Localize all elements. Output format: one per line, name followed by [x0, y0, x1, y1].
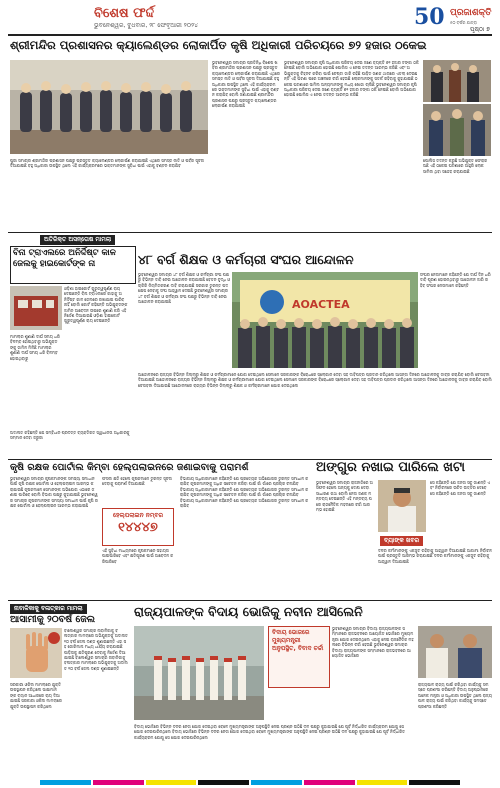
politician-photo [378, 480, 426, 532]
guard-of-honour-photo [134, 626, 264, 720]
crime-photo-2 [423, 104, 491, 156]
train-kicker: ଅତିରିକ୍ତ ଅସନ୍ତୋଷ ମାମଲା [40, 235, 115, 245]
teachers-story-lower: ଆନ୍ଦୋଳନରେ ରାଜ୍ୟର ବିଭିନ୍ନ ଜିଲ୍ଲାରୁ ଶିକ୍ଷକ ଓ କର୍ମଚାରୀମାନେ ଯୋଗ ଦେଇଥିଲେ ସେମାନେ ସରକାରଙ୍କ ବିରୋଧରେ ସ୍ଲୋଗାନ ଦେବା ସହ ଦାବିପତ୍ର ପ୍ରଦାନ କରିଥିଲେ ଆସନ୍ତା ଦିନରେ ଆନ୍ଦୋଳନକୁ ତୀବ୍ର କରାଯିବ ବୋଲି ଚେତାବନୀ ଦିଆଯାଇଛି ଆନ୍ଦୋଳନରେ ରାଜ୍ୟର ବିଭିନ୍ନ ଜିଲ୍ଲାରୁ ଶିକ୍ଷକ ଓ କର୍ମଚାରୀମାନେ ଯୋଗ ଦେଇଥିଲେ ସେମାନେ ସରକାରଙ୍କ ବିରୋଧରେ ସ୍ଲୋଗାନ ଦେବା ସହ ଦାବିପତ୍ର ପ୍ରଦାନ କରିଥିଲେ ଆସନ୍ତା ଦିନରେ ଆନ୍ଦୋଳନକୁ ତୀବ୍ର କରାଯିବ ବୋଲି ଚେତାବନୀ ଦିଆଯାଇଛି ଆନ୍ଦୋଳନରେ ରାଜ୍ୟର ବିଭିନ୍ନ ଜିଲ୍ଲାରୁ ଶିକ୍ଷକ ଓ କର୍ମଚାରୀମାନେ ଯୋଗ ଦେଇଥିଲେ [138, 372, 492, 388]
governor-photo [418, 626, 492, 678]
assam-kicker: ନାବାଳିକାକୁ ବଳାତ୍କାର ମାମଲା [10, 604, 87, 614]
portal-story-body-2: ଫସଲ କ୍ଷତି ହେଲେ କୃଷକମାନେ ତୁରନ୍ତ ସୂଚନା ଦେବାକୁ ପରାମର୍ଶ ଦିଆଯାଇଛି [102, 476, 172, 487]
divider [8, 600, 492, 601]
governor-story-body-1: ଭୁବନେଶ୍ୱର ସମାଚାର ବିଦାୟୀ ରାଜ୍ୟପାଳଙ୍କ ସମ୍ମାନରେ ରାଜଭବନରେ ଆୟୋଜିତ ଭୋଜିରେ ମୁଖ୍ୟମନ୍ତ୍ରୀ ଯୋଗ ଦେଇନଥିଲେ ଏହାକୁ ନେଇ ରାଜନୈତିକ ମହଲରେ ବିଭିନ୍ନ ଚର୍ଚ୍ଚା ହେଉଛି ଭୁବନେଶ୍ୱର ସମାଚାର ବିଦାୟୀ ରାଜ୍ୟପାଳଙ୍କ ସମ୍ମାନରେ ରାଜଭବନରେ ଆୟୋଜିତ ଭୋଜିରେ [332, 626, 414, 659]
assam-story-body-2: ସରକାରୀ ଓକିଲ ମାମଲାରେ ଯୁକ୍ତି ଉପସ୍ଥାପନ କରିଥିଲେ ସାକ୍ଷୀମାନଙ୍କ ବୟାନ ଆଧାରରେ ରାୟ ଦିଆଯାଇଛି ସରକାରୀ ଓକିଲ ମାମଲାରେ ଯୁକ୍ତି ଉପସ୍ଥାପନ କରିଥିଲେ [10, 682, 62, 709]
masthead-rule [8, 34, 492, 36]
banner-text: AOACTEA [292, 298, 350, 311]
teachers-headline: ୪୮ ବର୍ଗ ଶିକ୍ଷକ ଓ କର୍ମଚାରୀ ସଂଘର ଆନ୍ଦୋଳନ [138, 252, 354, 267]
train-story-body-2: ମାମଲାର ଶୁଣାଣି ଦୀର୍ଘ ସମୟ ଧରି ବିଳମ୍ବ ହୋଇଥିବାରୁ ଅଭିଯୁକ୍ତଙ୍କୁ ଜାମିନ ମିଳିଛି ମାମଲାର ଶୁଣାଣି ଦୀର୍ଘ ସମୟ ଧରି ବିଳମ୍ବ ହୋଇଥିବାରୁ [10, 334, 60, 361]
angur-story-body-3: ଦଳର କର୍ମୀମାନଙ୍କୁ ଏକଜୁଟ ରହିବାକୁ ଆହ୍ୱାନ ଦିଆଯାଇଛି ଆଗାମୀ ନିର୍ବାଚନ ପାଇଁ ପ୍ରସ୍ତୁତି ଆରମ୍ଭ କରାଯାଇଛି ଦଳର କର୍ମୀମାନଙ୍କୁ ଏକଜୁଟ ରହିବାକୁ ଆହ୍ୱାନ ଦିଆଯାଇଛି [378, 548, 492, 564]
anniversary-logo: 50 [414, 4, 445, 30]
court-photo [10, 286, 62, 330]
governor-headline: ରାଜ୍ୟପାଳଙ୍କ ବିଦାୟ ଭୋଜିକୁ ନବୀନ ଆସିଲେନି [134, 604, 363, 619]
governor-story-body-2: ରାଜ୍ୟପାଳ ରାଜ୍ୟ ପାଇଁ କରିଥିବା କାର୍ଯ୍ୟକୁ ସମସ୍ତେ ପ୍ରଶଂସା କରିଛନ୍ତି ବିଦାୟ ଅନୁଷ୍ଠାନରେ ଅନେକ ମନ୍ତ୍ରୀ ଓ ଅଧିକାରୀ ଉପସ୍ଥିତ ଥିଲେ ରାଜ୍ୟପାଳ ରାଜ୍ୟ ପାଇଁ କରିଥିବା କାର୍ଯ୍ୟକୁ ସମସ୍ତେ ପ୍ରଶଂସା କରିଛନ୍ତି [418, 682, 492, 709]
calendar-story-body: ପୁରୀ ସମାଚାର ଶ୍ରୀମନ୍ଦିର ପ୍ରଶାସନ ପକ୍ଷରୁ ପ୍ରସ୍ତୁତ କ୍ୟାଲେଣ୍ଡର ଲୋକାର୍ପଣ କରାଯାଇଛି ଏଥିରେ ସମସ୍ତ ନୀତି ଓ ପର୍ବର ସୂଚନା ଦିଆଯାଇଛି ବହୁ ଅଧିକାରୀ ଉପସ୍ଥିତ ଥିଲେ ଏହି କାର୍ଯ୍ୟକ୍ରମରେ ଭକ୍ତମାନଙ୍କ ସୁବିଧା ପାଇଁ ଏହାକୁ ବଣ୍ଟନ କରାଯିବ [10, 158, 205, 169]
train-story-body-3: ଅଦାଲତ କହିଛନ୍ତି ଯେ ସମ୍ବିଧାନ ପ୍ରଦତ୍ତ ବ୍ୟକ୍ତିଗତ ସ୍ୱାଧୀନତା ଅଧିକାରକୁ ସମ୍ମାନ ଦେବା ଜରୁରୀ [10, 430, 130, 441]
portal-story-body-3: ଏହି ସୁବିଧା ମାଧ୍ୟମରେ କୃଷକମାନେ ସହାୟତା ପାଇପାରିବେ ଏବଂ କ୍ଷତିପୂରଣ ପାଇଁ ଆବେଦନ କରିପାରିବେ [102, 548, 174, 564]
teachers-protest-photo [232, 272, 418, 368]
teachers-story-body: ଭୁବନେଶ୍ୱର ସମାଚାର ୪୮ ବର୍ଗ ଶିକ୍ଷକ ଓ କର୍ମଚାରୀ ସଂଘ ପକ୍ଷରୁ ବିଭିନ୍ନ ଦାବି ନେଇ ଆନ୍ଦୋଳନ କରାଯାଇଛି ବେତନ ବୃଦ୍ଧି ଓ ଚାକିରି ନିୟମିତକରଣ ଦାବି କରାଯାଇଛି ସରକାର ତୁରନ୍ତ ପଦକ୍ଷେପ ନେବାକୁ ସଂଘ ଆହ୍ୱାନ ଦେଇଛି ଭୁବନେଶ୍ୱର ସମାଚାର ୪୮ ବର୍ଗ ଶିକ୍ଷକ ଓ କର୍ମଚାରୀ ସଂଘ ପକ୍ଷରୁ ବିଭିନ୍ନ ଦାବି ନେଇ ଆନ୍ଦୋଳନ କରାଯାଇଛି [138, 272, 230, 305]
train-headline: ବିନା ଟ୍ରାଏଲରେ ଅନିର୍ଦ୍ଦିଷ୍ଟ କାଳ ଜେଲକୁ ହାଇକୋର୍ଟଙ୍କ ନା [10, 246, 136, 284]
assam-story-body-1: ବାଲେଶ୍ୱର ସମାଚାର ନାବାଳିକାକୁ ବଳାତ୍କାର ମାମଲାରେ ଅଭିଯୁକ୍ତକୁ ଅଦାଲତ ୨୦ ବର୍ଷ ଜେଲ ଦଣ୍ଡ ଶୁଣାଇଛନ୍ତି ଏହା ସହ ଜୋରିମାନା ମଧ୍ୟ ଧାର୍ଯ୍ୟ କରାଯାଇଛି ପୀଡ଼ିତାକୁ କ୍ଷତିପୂରଣ ଦେବାକୁ ନିର୍ଦ୍ଦେଶ ଦିଆଯାଇଛି ବାଲେଶ୍ୱର ସମାଚାର ନାବାଳିକାକୁ ବଳାତ୍କାର ମାମଲାରେ ଅଭିଯୁକ୍ତକୁ ଅଦାଲତ ୨୦ ବର୍ଷ ଜେଲ ଦଣ୍ଡ ଶୁଣାଇଛନ୍ତି [64, 628, 128, 671]
fraud-story-column: ଭୁବନେଶ୍ୱର ସମାଚାର କୃଷି ଅଧିକାରୀ ପରିଚୟ ଦେଇ ଜଣେ ବ୍ୟକ୍ତି ୭୨ ହଜାର ଟଙ୍କା ଠକି ନେଇଛି ବୋଲି ଅଭିଯୋଗ ହୋଇଛି ପୋଲିସ ଏ ନେଇ ତଦନ୍ତ ଆରମ୍ଭ କରିଛି ଏବଂ ଅଭିଯୁକ୍ତକୁ ଚିହ୍ନଟ କରିବା ପାଇଁ ଚେଷ୍ଟା ଜାରି ରହିଛି ପୀଡ଼ିତ ଜଣକ ଥାନାରେ ଏତଲା ଦେଇଛନ୍ତି ଏହି ଘଟଣା ପରେ ଅଞ୍ଚଳରେ ଚର୍ଚ୍ଚା ହେଉଛି ଲୋକମାନଙ୍କୁ ସତର୍କ ରହିବାକୁ କୁହାଯାଇଛି ଠକେଇ ଘଟଣାରେ ସାମିଲ ଅନ୍ୟମାନଙ୍କୁ ମଧ୍ୟ ଖୋଜା ଚାଲିଛି ଭୁବନେଶ୍ୱର ସମାଚାର କୃଷି ଅଧିକାରୀ ପରିଚୟ ଦେଇ ଜଣେ ବ୍ୟକ୍ତି ୭୨ ହଜାର ଟଙ୍କା ଠକି ନେଇଛି ବୋଲି ଅଭିଯୋଗ ହୋଇଛି ପୋଲିସ ଏ ନେଇ ତଦନ୍ତ ଆରମ୍ଭ କରିଛି [284, 60, 419, 98]
helpline-number: ୧୪୪୪୭ [118, 520, 158, 535]
teachers-story-right: ସଂଘର ନେତାମାନେ କହିଛନ୍ତି ଯେ ଦୀର୍ଘ ଦିନ ଧରି ଦାବି ପୂରଣ ହୋଇନଥିବାରୁ ଆନ୍ଦୋଳନ ଜାରି ରହିବ ସଂଘର ନେତାମାନେ କହିଛନ୍ତି [420, 272, 491, 288]
portal-story-body-4: ବିଭାଗୀୟ ଅଧିକାରୀମାନେ କହିଛନ୍ତି ଯେ ପ୍ରତ୍ୟେକ ଅଭିଯୋଗର ତୁରନ୍ତ ସମାଧାନ କରାଯିବ କୃଷକମାନଙ୍କୁ ଅଧିକ ସଚେତନ କରିବା ପାଇଁ ଗାଁ ଗାଁରେ ପ୍ରଚାର ଚଳାଯିବ ବିଭାଗୀୟ ଅଧିକାରୀମାନେ କହିଛନ୍ତି ଯେ ପ୍ରତ୍ୟେକ ଅଭିଯୋଗର ତୁରନ୍ତ ସମାଧାନ କରାଯିବ କୃଷକମାନଙ୍କୁ ଅଧିକ ସଚେତନ କରିବା ପାଇଁ ଗାଁ ଗାଁରେ ପ୍ରଚାର ଚଳାଯିବ ବିଭାଗୀୟ ଅଧିକାରୀମାନେ କହିଛନ୍ତି ଯେ ପ୍ରତ୍ୟେକ ଅଭିଯୋଗର ତୁରନ୍ତ ସମାଧାନ କରାଯିବ [180, 476, 309, 509]
governor-pullquote: ବିଦାୟ ଭୋଜରେ ମୁଖ୍ୟମନ୍ତ୍ରୀ ଅନୁପସ୍ଥିତ, ବିବାଦ ଚର୍ଚ୍ଚା [272, 629, 324, 652]
portal-story-body-1: ଭୁବନେଶ୍ୱର ସମାଚାର କୃଷକମାନଙ୍କ ସମସ୍ୟା ସମାଧାନ ପାଇଁ କୃଷି ରକ୍ଷକ ପୋର୍ଟାଲ ଓ ହେଲ୍ପଲାଇନ ଆରମ୍ଭ କରାଯାଇଛି କୃଷକମାନେ ସେମାନଙ୍କ ଅଭିଯୋଗ ଏଠାରେ ଜଣାଇ ପାରିବେ ବୋଲି ବିଭାଗ ପକ୍ଷରୁ କୁହାଯାଇଛି ଭୁବନେଶ୍ୱର ସମାଚାର କୃଷକମାନଙ୍କ ସମସ୍ୟା ସମାଧାନ ପାଇଁ କୃଷି ରକ୍ଷକ ପୋର୍ଟାଲ ଓ ହେଲ୍ପଲାଇନ ଆରମ୍ଭ କରାଯାଇଛି [10, 476, 98, 509]
registration-strip [40, 780, 460, 785]
angur-story-body-1: ଭୁବନେଶ୍ୱର ସମାଚାର ରାଜନୀତିରେ ଅସଫଳ ହେଲେ ଅନ୍ୟକୁ ଦୋଷ ଦେବା ସାଧାରଣ କଥା ବୋଲି ନେତା ଜଣକ ମନ୍ତବ୍ୟ ଦେଇଛନ୍ତି ଏହି ମନ୍ତବ୍ୟ ପରେ ରାଜନୈତିକ ମହଲରେ ଚର୍ଚ୍ଚା ଆରମ୍ଭ ହୋଇଛି [316, 480, 373, 513]
lead-story-column: ଭୁବନେଶ୍ୱର ସମାଚାର ପ୍ରତିନିଧି ବିଶେଷ ଖବର ଶ୍ରୀମନ୍ଦିର ପ୍ରଶାସନ ପକ୍ଷରୁ ପ୍ରସ୍ତୁତ କ୍ୟାଲେଣ୍ଡର ଲୋକାର୍ପଣ କରାଯାଇଛି ଏଥିରେ ସମସ୍ତ ନୀତି ଓ ପର୍ବର ସୂଚନା ଦିଆଯାଇଛି ବହୁ ଅଧିକାରୀ ଉପସ୍ଥିତ ଥିଲେ ଏହି କାର୍ଯ୍ୟକ୍ରମରେ ଭକ୍ତମାନଙ୍କ ସୁବିଧା ପାଇଁ ଏହାକୁ ବଣ୍ଟନ କରାଯିବ ବୋଲି ଜଣାଯାଇଛି ଶ୍ରୀମନ୍ଦିର ପ୍ରଶାସନ ପକ୍ଷରୁ ପ୍ରସ୍ତୁତ କ୍ୟାଲେଣ୍ଡର ଲୋକାର୍ପଣ କରାଯାଇଛି [212, 60, 280, 109]
stop-hand-photo [10, 628, 62, 678]
governor-pullquote-box [268, 626, 330, 688]
governor-story-body-3: ବିଦାୟ ଭୋଜିରେ ବିଭିନ୍ନ ଦଳର ନେତା ଯୋଗ ଦେଇଥିବା ବେଳେ ମୁଖ୍ୟମନ୍ତ୍ରୀଙ୍କ ଅନୁପସ୍ଥିତି ନେଇ ପ୍ରଶ୍ନ ଉଠିଛି ଦଳ ପକ୍ଷରୁ କୁହାଯାଇଛି ଯେ ପୂର୍ବ ନିର୍ଦ୍ଧାରିତ କାର୍ଯ୍ୟକ୍ରମ ଯୋଗୁ ସେ ଯୋଗ ଦେଇପାରିନଥିଲେ ବିଦାୟ ଭୋଜିରେ ବିଭିନ୍ନ ଦଳର ନେତା ଯୋଗ ଦେଇଥିବା ବେଳେ ମୁଖ୍ୟମନ୍ତ୍ରୀଙ୍କ ଅନୁପସ୍ଥିତି ନେଇ ପ୍ରଶ୍ନ ଉଠିଛି ଦଳ ପକ୍ଷରୁ କୁହାଯାଇଛି ଯେ ପୂର୍ବ ନିର୍ଦ୍ଧାରିତ କାର୍ଯ୍ୟକ୍ରମ ଯୋଗୁ ସେ ଯୋଗ ଦେଇପାରିନଥିଲେ [134, 724, 405, 740]
divider [8, 232, 492, 233]
angur-headline: ଅଙ୍ଗୁର ନଖାଇ ପାରିଲେ ଖଟା [316, 460, 465, 475]
helpline-box [102, 508, 174, 546]
lead-headline: ଶ୍ରୀମନ୍ଦିର ପ୍ରଶାସନର କ୍ୟାଲେଣ୍ଡର ଲୋକାର୍ପିତ କୃଷି ଅଧିକାରୀ ପରିଚୟରେ ୭୨ ହଜାର ଠକେଇ [10, 38, 427, 52]
helpline-label: ହେଲ୍ପଲାଇନ ନମ୍ବର [112, 512, 164, 519]
masthead [0, 0, 500, 33]
angur-story-body-2: ସେ କହିଛନ୍ତି ଯେ ଜନତା ସବୁ ଜାଣନ୍ତି ଏବଂ ନିର୍ବାଚନରେ ଉଚିତ ଉତ୍ତର ଦେବେ ସେ କହିଛନ୍ତି ଯେ ଜନତା ସବୁ ଜାଣନ୍ତି [430, 480, 491, 496]
assam-headline: ଆସାମୀକୁ ୨୦ବର୍ଷ ଜେଲ [10, 614, 96, 625]
newspaper-name: ପ୍ରଜାଶକ୍ତି [450, 8, 492, 18]
fraud-story-continued: ପୋଲିସ ତଦନ୍ତ କରୁଛି ଅଭିଯୁକ୍ତ ଫେରାର ଅଛି ଏହି ଠକେଇ ଘଟଣାରେ ଆହୁରି ଲୋକ ସାମିଲ ଥିବା ସନ୍ଦେହ କରାଯାଉଛି [423, 158, 488, 174]
page-number: ପୃଷ୍ଠା ୭ [470, 26, 490, 33]
portal-headline: କୃଷି ରକ୍ଷକ ପୋର୍ଟାଲ କିମ୍ବା ହେଲ୍ପଲାଇନରେ ଜଣାଇବାକୁ ପରାମର୍ଶ [10, 462, 249, 473]
calendar-launch-photo [10, 60, 208, 154]
train-story-body-1: ଓଡ଼ିଶା ହାଇକୋର୍ଟ ଗୁରୁତ୍ୱପୂର୍ଣ୍ଣ ରାୟ ଦେଇଛନ୍ତି ବିନା ଟ୍ରାଏଲରେ କାହାକୁ ଅନିର୍ଦ୍ଦିଷ୍ଟ କାଳ ଜେଲରେ ରଖାଯାଇ ପାରିବ ନାହିଁ ବୋଲି କୋର୍ଟ କହିଛନ୍ତି ଅଭିଯୁକ୍ତଙ୍କ ଜାମିନ ଆବେଦନ ଉପରେ ଶୁଣାଣି କରି ଏହି ନିର୍ଦ୍ଦେଶ ଦିଆଯାଇଛି ଓଡ଼ିଶା ହାଇକୋର୍ଟ ଗୁରୁତ୍ୱପୂର୍ଣ୍ଣ ରାୟ ଦେଇଛନ୍ତି [64, 286, 128, 324]
angur-kicker: ବ୍ୟାଙ୍କ ଖବର [380, 536, 423, 546]
crime-photo-1 [423, 60, 491, 102]
logo-tagline: ୫୦ ବର୍ଷର ଯାତ୍ରା [450, 20, 477, 25]
section-title: ବିଶେଷ ଫର୍ଦ୍ଦ [94, 6, 155, 21]
dateline: ଭୁବନେଶ୍ୱର, ବୁଧବାର, ୨୮ ଫେବୃଆରୀ ୨୦୨୪ [94, 22, 198, 29]
